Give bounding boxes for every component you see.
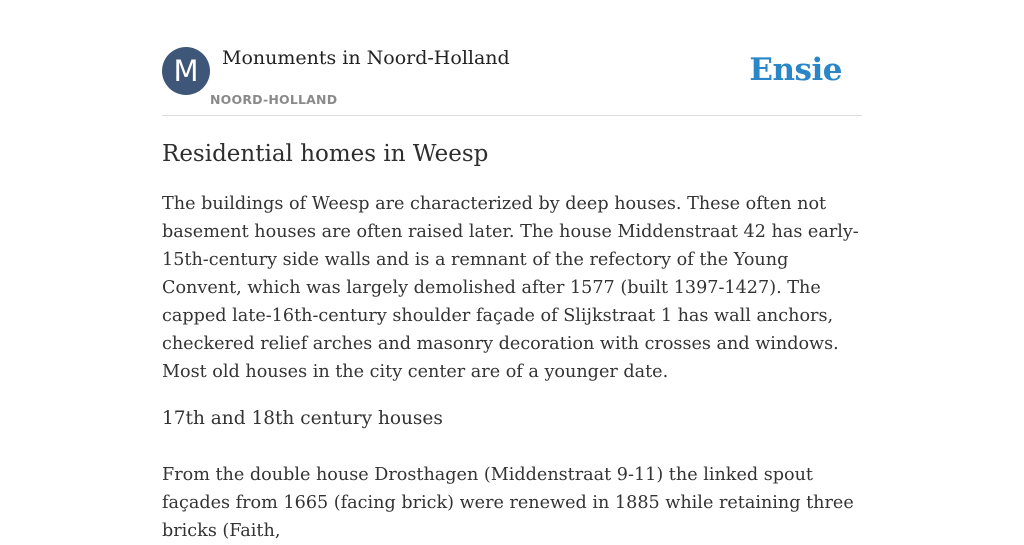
article-paragraph: From the double house Drosthagen (Middenstraat 9-11) the linked spout façades from 1665 (facing brick) were renewed in 1885 while retaining three bricks (Faith, <box>162 465 854 541</box>
site-title[interactable]: Monuments in Noord-Holland <box>222 47 510 69</box>
article-title: Residential homes in Weesp <box>162 141 489 167</box>
ensie-logo[interactable]: Ensie <box>749 52 842 88</box>
article-subheading: 17th and 18th century houses <box>162 408 443 429</box>
site-avatar[interactable]: M <box>162 47 210 95</box>
category-link[interactable]: NOORD-HOLLAND <box>210 92 338 107</box>
article-content <box>162 138 862 545</box>
site-header <box>162 46 862 116</box>
article-paragraph: The buildings of Weesp are characterized by deep houses. These often not basement houses are often raised later. The house Middenstraat 42 has early-15th-century side walls and is a remnant of the refectory of the Young Convent, which was largely demolished after 1577 (built 1397-1427). The capped late-16th-century shoulder façade of Slijkstraat 1 has wall anchors, checkered relief arches and masonry decoration with crosses and windows. Most old houses in the city center are of a younger date. <box>162 194 859 382</box>
